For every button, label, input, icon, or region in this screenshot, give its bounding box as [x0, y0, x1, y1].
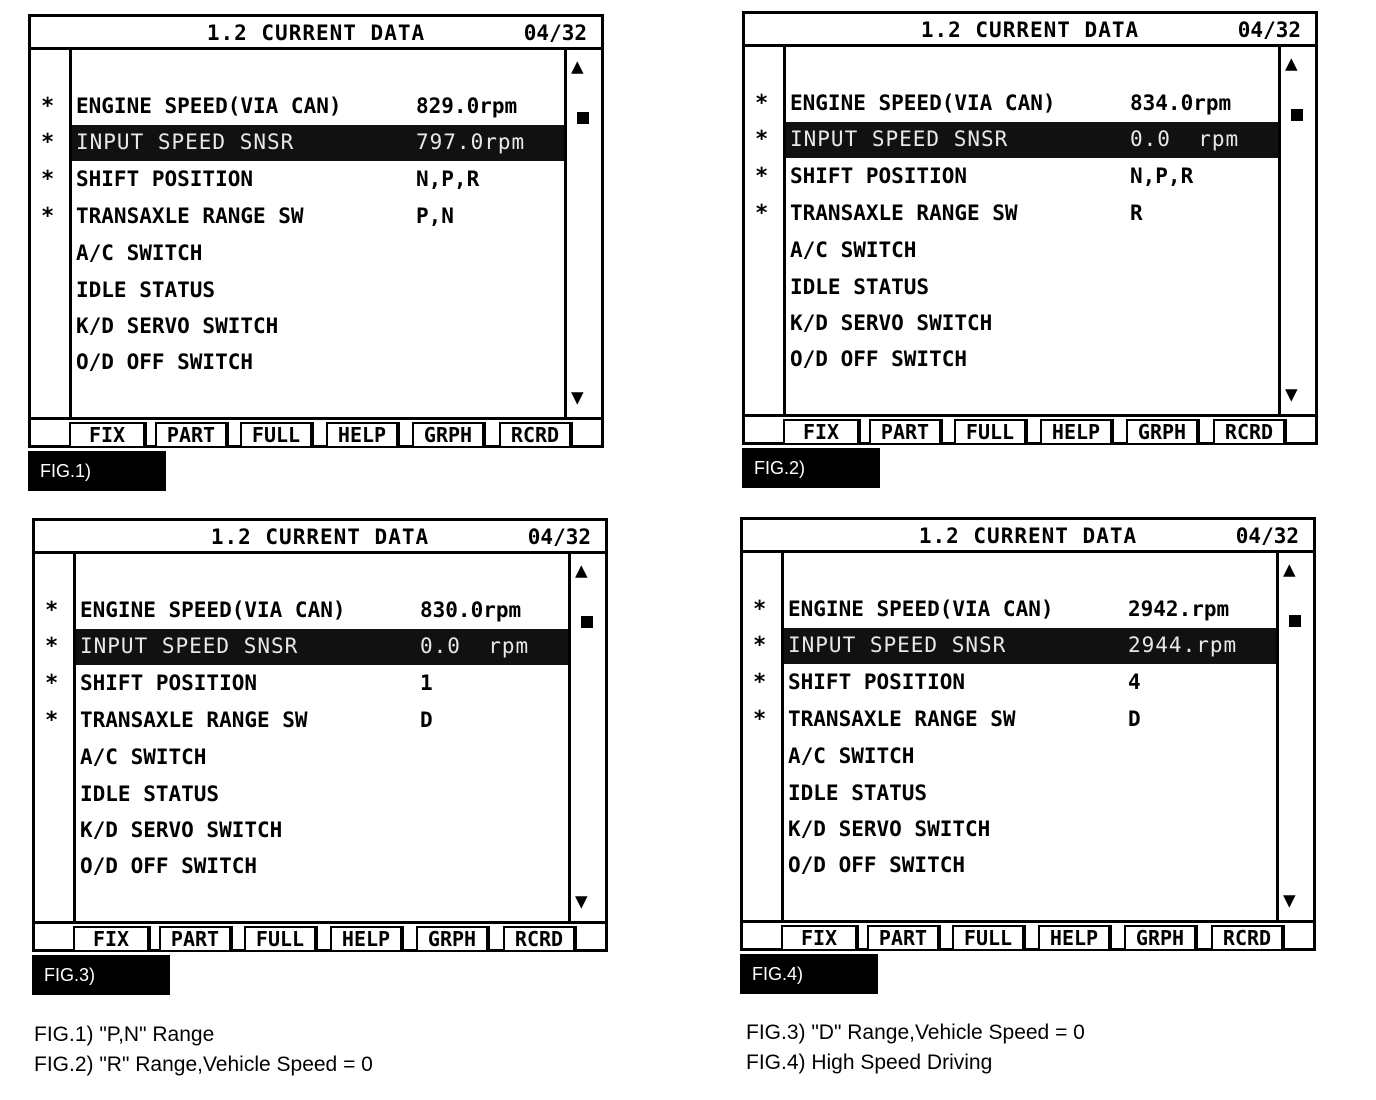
page-indicator: 04/32 — [1235, 524, 1299, 548]
scroll-up-arrow-icon[interactable]: ▲ — [571, 54, 584, 78]
row-label: INPUT SPEED SNSR — [76, 130, 295, 154]
grph-button[interactable]: GRPH — [412, 422, 484, 448]
data-row[interactable] — [784, 776, 1276, 812]
row-marker: * — [755, 201, 769, 226]
data-row[interactable] — [76, 777, 568, 813]
row-marker: * — [41, 94, 55, 119]
data-row[interactable] — [72, 162, 564, 198]
data-list — [783, 44, 1281, 414]
row-value: R — [1130, 201, 1143, 225]
row-label: A/C SWITCH — [788, 744, 915, 768]
row-label: IDLE STATUS — [76, 278, 216, 302]
row-label: A/C SWITCH — [80, 745, 207, 769]
data-row-selected[interactable] — [72, 125, 564, 161]
row-value: 2942.rpm — [1128, 597, 1230, 621]
row-value: D — [1128, 707, 1141, 731]
screen-title: 1.2 CURRENT DATA — [920, 18, 1140, 42]
row-marker: * — [753, 670, 767, 695]
row-value: 834.0rpm — [1130, 91, 1232, 115]
screen-title: 1.2 CURRENT DATA — [210, 525, 430, 549]
row-marker: * — [755, 164, 769, 189]
data-row[interactable] — [72, 199, 564, 235]
function-key-bar — [31, 417, 601, 448]
data-list — [781, 550, 1279, 920]
data-row[interactable] — [72, 345, 564, 381]
row-marker: * — [755, 127, 769, 152]
scroll-thumb[interactable] — [1289, 615, 1301, 627]
row-label: ENGINE SPEED(VIA CAN) — [788, 597, 1054, 621]
row-label: SHIFT POSITION — [790, 164, 968, 188]
data-row-selected[interactable] — [76, 629, 568, 665]
scroll-down-arrow-icon[interactable]: ▼ — [571, 385, 584, 409]
caption-line: FIG.4) High Speed Driving — [746, 1051, 993, 1074]
row-value: D — [420, 708, 433, 732]
help-button[interactable]: HELP — [330, 926, 402, 952]
row-label: SHIFT POSITION — [788, 670, 966, 694]
figure-label: FIG.3) — [32, 955, 170, 995]
data-row[interactable] — [784, 848, 1276, 884]
scanner-screen — [742, 11, 1318, 445]
row-marker: * — [753, 633, 767, 658]
figure-label: FIG.2) — [742, 448, 880, 488]
row-value: 4 — [1128, 670, 1141, 694]
data-row[interactable] — [786, 196, 1278, 232]
data-row[interactable] — [72, 273, 564, 309]
data-row-selected[interactable] — [784, 628, 1276, 664]
part-button[interactable]: PART — [155, 422, 227, 448]
caption-line: FIG.2) "R" Range,Vehicle Speed = 0 — [34, 1053, 373, 1076]
function-key-bar — [35, 921, 605, 952]
rcrd-button[interactable]: RCRD — [1213, 419, 1285, 445]
row-label: IDLE STATUS — [788, 781, 928, 805]
data-row[interactable] — [786, 159, 1278, 195]
page-indicator: 04/32 — [523, 21, 587, 45]
caption-left — [34, 1020, 373, 1080]
data-row[interactable] — [76, 813, 568, 849]
row-marker: * — [41, 130, 55, 155]
row-label: INPUT SPEED SNSR — [80, 634, 299, 658]
title-bar — [743, 520, 1313, 553]
row-marker: * — [45, 598, 59, 623]
fix-button[interactable]: FIX — [781, 925, 857, 951]
row-label: A/C SWITCH — [790, 238, 917, 262]
help-button[interactable]: HELP — [1038, 925, 1110, 951]
data-list — [69, 47, 567, 417]
data-row[interactable] — [786, 270, 1278, 306]
figure-label: FIG.1) — [28, 451, 166, 491]
part-button[interactable]: PART — [869, 419, 941, 445]
row-marker: * — [753, 597, 767, 622]
row-label: ENGINE SPEED(VIA CAN) — [76, 94, 342, 118]
scroll-up-arrow-icon[interactable]: ▲ — [575, 558, 588, 582]
row-label: O/D OFF SWITCH — [790, 347, 968, 371]
row-value: 2944.rpm — [1128, 633, 1238, 657]
caption-line: FIG.1) "P,N" Range — [34, 1023, 215, 1046]
row-value: 829.0rpm — [416, 94, 518, 118]
data-row[interactable] — [784, 592, 1276, 628]
row-label: TRANSAXLE RANGE SW — [80, 708, 308, 732]
data-row[interactable] — [786, 342, 1278, 378]
row-label: INPUT SPEED SNSR — [790, 127, 1009, 151]
title-bar — [31, 17, 601, 50]
row-marker: * — [755, 91, 769, 116]
figure-label: FIG.4) — [740, 954, 878, 994]
row-label: ENGINE SPEED(VIA CAN) — [790, 91, 1056, 115]
row-marker: * — [45, 634, 59, 659]
row-label: TRANSAXLE RANGE SW — [788, 707, 1016, 731]
screen-title: 1.2 CURRENT DATA — [206, 21, 426, 45]
data-row[interactable] — [76, 740, 568, 776]
data-row[interactable] — [784, 739, 1276, 775]
row-label: K/D SERVO SWITCH — [790, 311, 993, 335]
row-label: INPUT SPEED SNSR — [788, 633, 1007, 657]
row-label: TRANSAXLE RANGE SW — [790, 201, 1018, 225]
screen-title: 1.2 CURRENT DATA — [918, 524, 1138, 548]
full-button[interactable]: FULL — [244, 926, 316, 952]
row-label: K/D SERVO SWITCH — [76, 314, 279, 338]
scroll-thumb[interactable] — [577, 112, 589, 124]
title-bar — [35, 521, 605, 554]
row-label: IDLE STATUS — [790, 275, 930, 299]
row-marker: * — [41, 204, 55, 229]
row-marker: * — [45, 708, 59, 733]
row-value: 830.0rpm — [420, 598, 522, 622]
data-row[interactable] — [72, 236, 564, 272]
row-label: A/C SWITCH — [76, 241, 203, 265]
data-row[interactable] — [72, 89, 564, 125]
fix-button[interactable]: FIX — [69, 422, 145, 448]
scanner-screen — [32, 518, 608, 952]
scroll-thumb[interactable] — [581, 616, 593, 628]
row-marker: * — [45, 671, 59, 696]
row-marker: * — [41, 167, 55, 192]
scroll-up-arrow-icon[interactable]: ▲ — [1283, 557, 1296, 581]
scroll-down-arrow-icon[interactable]: ▼ — [575, 889, 588, 913]
scroll-up-arrow-icon[interactable]: ▲ — [1285, 51, 1298, 75]
data-row[interactable] — [72, 309, 564, 345]
fix-button[interactable]: FIX — [73, 926, 149, 952]
row-value: N,P,R — [1130, 164, 1194, 188]
part-button[interactable]: PART — [159, 926, 231, 952]
function-key-bar — [745, 414, 1315, 445]
data-row[interactable] — [786, 86, 1278, 122]
data-row[interactable] — [76, 703, 568, 739]
full-button[interactable]: FULL — [952, 925, 1024, 951]
rcrd-button[interactable]: RCRD — [499, 422, 571, 448]
fix-button[interactable]: FIX — [783, 419, 859, 445]
help-button[interactable]: HELP — [326, 422, 398, 448]
full-button[interactable]: FULL — [240, 422, 312, 448]
row-value: N,P,R — [416, 167, 480, 191]
function-key-bar — [743, 920, 1313, 951]
data-row[interactable] — [76, 849, 568, 885]
row-marker: * — [753, 707, 767, 732]
caption-line: FIG.3) "D" Range,Vehicle Speed = 0 — [746, 1021, 1085, 1044]
row-label: SHIFT POSITION — [80, 671, 258, 695]
row-value: 1 — [420, 671, 433, 695]
rcrd-button[interactable]: RCRD — [503, 926, 575, 952]
part-button[interactable]: PART — [867, 925, 939, 951]
row-label: ENGINE SPEED(VIA CAN) — [80, 598, 346, 622]
grph-button[interactable]: GRPH — [1126, 419, 1198, 445]
row-value: 0.0 rpm — [1130, 127, 1240, 151]
data-list — [73, 551, 571, 921]
data-row[interactable] — [786, 306, 1278, 342]
scanner-screen — [740, 517, 1316, 951]
page-indicator: 04/32 — [527, 525, 591, 549]
row-value: P,N — [416, 204, 454, 228]
row-label: O/D OFF SWITCH — [76, 350, 254, 374]
data-row-selected[interactable] — [786, 122, 1278, 158]
data-row[interactable] — [784, 702, 1276, 738]
row-label: O/D OFF SWITCH — [80, 854, 258, 878]
data-row[interactable] — [76, 593, 568, 629]
row-label: O/D OFF SWITCH — [788, 853, 966, 877]
data-row[interactable] — [784, 665, 1276, 701]
data-row[interactable] — [784, 812, 1276, 848]
row-label: K/D SERVO SWITCH — [788, 817, 991, 841]
grph-button[interactable]: GRPH — [1124, 925, 1196, 951]
scroll-down-arrow-icon[interactable]: ▼ — [1285, 382, 1298, 406]
row-label: IDLE STATUS — [80, 782, 220, 806]
caption-right — [746, 1018, 1085, 1078]
row-value: 0.0 rpm — [420, 634, 530, 658]
title-bar — [745, 14, 1315, 47]
scroll-thumb[interactable] — [1291, 109, 1303, 121]
row-label: TRANSAXLE RANGE SW — [76, 204, 304, 228]
row-label: SHIFT POSITION — [76, 167, 254, 191]
grph-button[interactable]: GRPH — [416, 926, 488, 952]
row-value: 797.0rpm — [416, 130, 526, 154]
help-button[interactable]: HELP — [1040, 419, 1112, 445]
data-row[interactable] — [76, 666, 568, 702]
data-row[interactable] — [786, 233, 1278, 269]
row-label: K/D SERVO SWITCH — [80, 818, 283, 842]
scroll-down-arrow-icon[interactable]: ▼ — [1283, 888, 1296, 912]
page-indicator: 04/32 — [1237, 18, 1301, 42]
full-button[interactable]: FULL — [954, 419, 1026, 445]
scanner-screen — [28, 14, 604, 448]
rcrd-button[interactable]: RCRD — [1211, 925, 1283, 951]
